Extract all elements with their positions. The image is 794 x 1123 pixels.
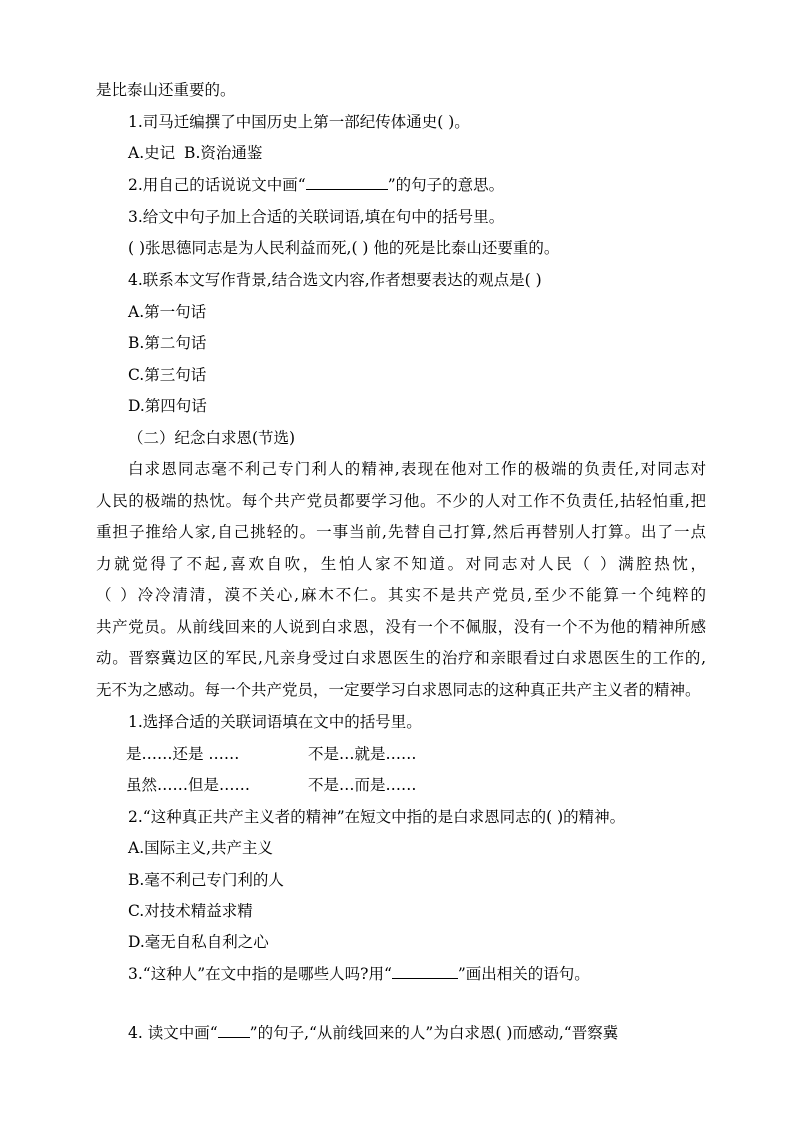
passage-row: （ ）冷冷清清，漠不关心,麻木不仁。其实不是共产党员,至少不能算一个纯粹的 <box>96 586 706 604</box>
option-c: C.第三句话 <box>128 366 207 384</box>
word-choice: 不是…而是…… <box>308 776 417 794</box>
question-2-4 <box>128 1023 618 1043</box>
question-2-3-prefix: 3.“这种人”在文中指的是哪些人吗?用“ <box>128 965 392 983</box>
question-1-1-options: A.史记 B.资治通鉴 <box>128 144 263 162</box>
word-choice: 虽然……但是…… <box>126 776 251 794</box>
question-2-3-suffix: ”画出相关的语句。 <box>457 965 590 983</box>
word-choice: 是……还是 …… <box>126 745 240 763</box>
option-a: A.国际主义,共产主义 <box>128 839 274 857</box>
option-c: C.对技术精益求精 <box>128 902 253 920</box>
passage-row: 人民的极端的热忱。每个共产党员都要学习他。不少的人对工作不负责任,拈轻怕重,把 <box>96 491 706 510</box>
option-a: A.第一句话 <box>128 303 207 321</box>
passage-row: 白求恩同志毫不利己专门利人的精神,表现在他对工作的极端的负责任,对同志对 <box>128 460 706 478</box>
passage-row: 动。晋察冀边区的军民,凡亲身受过白求恩医生的治疗和亲眼看过白求恩医生的工作的, <box>96 649 706 667</box>
question-2-4-suffix: ”的句子,“从前线回来的人”为白求恩( )而感动,“晋察冀 <box>249 1024 619 1042</box>
underline-blank <box>218 1023 250 1038</box>
option-b: B.第二句话 <box>128 334 207 352</box>
option-d: D.第四句话 <box>128 397 207 415</box>
question-1-3-sentence: ( )张思德同志是为人民利益而死,( ) 他的死是比泰山还要重的。 <box>128 239 560 257</box>
question-1-1: 1.司马迁编撰了中国历史上第一部纪传体通史( )。 <box>128 113 470 131</box>
passage-row: 共产党员。从前线回来的人说到白求恩，没有一个不佩服，没有一个不为他的精神所感 <box>96 617 706 636</box>
question-1-4: 4.联系本文写作背景,结合选文内容,作者想要表达的观点是( ) <box>128 271 542 289</box>
question-1-2 <box>128 175 504 195</box>
section-2-title: （二）纪念白求恩(节选) <box>128 429 296 447</box>
question-1-3: 3.给文中句子加上合适的关联词语,填在句中的括号里。 <box>128 208 505 226</box>
question-2-1: 1.选择合适的关联词语填在文中的括号里。 <box>128 713 422 731</box>
question-2-3 <box>128 964 590 984</box>
question-1-2-prefix: 2.用自己的话说说文中画“ <box>128 176 306 194</box>
passage <box>96 454 706 706</box>
question-2-2: 2.“这种真正共产主义者的精神”在短文中指的是白求恩同志的( )的精神。 <box>128 808 626 826</box>
underline-blank <box>306 175 388 190</box>
passage-row: 重担子推给人家,自己挑轻的。一事当前,先替自己打算,然后再替别人打算。出了一点 <box>96 523 706 541</box>
word-choice: 不是…就是…… <box>308 745 417 763</box>
question-1-2-suffix: ”的句子的意思。 <box>387 176 505 194</box>
option-d: D.毫无自私自利之心 <box>128 933 269 951</box>
carry-over-line: 是比泰山还重要的。 <box>96 81 236 99</box>
option-b: B.毫不利己专门利的人 <box>128 871 284 889</box>
passage-row: 无不为之感动。每一个共产党员，一定要学习白求恩同志的这种真正共产主义者的精神。 <box>96 680 701 699</box>
underline-blank <box>392 964 458 979</box>
passage-row: 力就觉得了不起,喜欢自吹，生怕人家不知道。对同志对人民（ ）满腔热忱， <box>96 554 706 573</box>
question-2-4-prefix: 4. 读文中画“ <box>128 1024 218 1042</box>
